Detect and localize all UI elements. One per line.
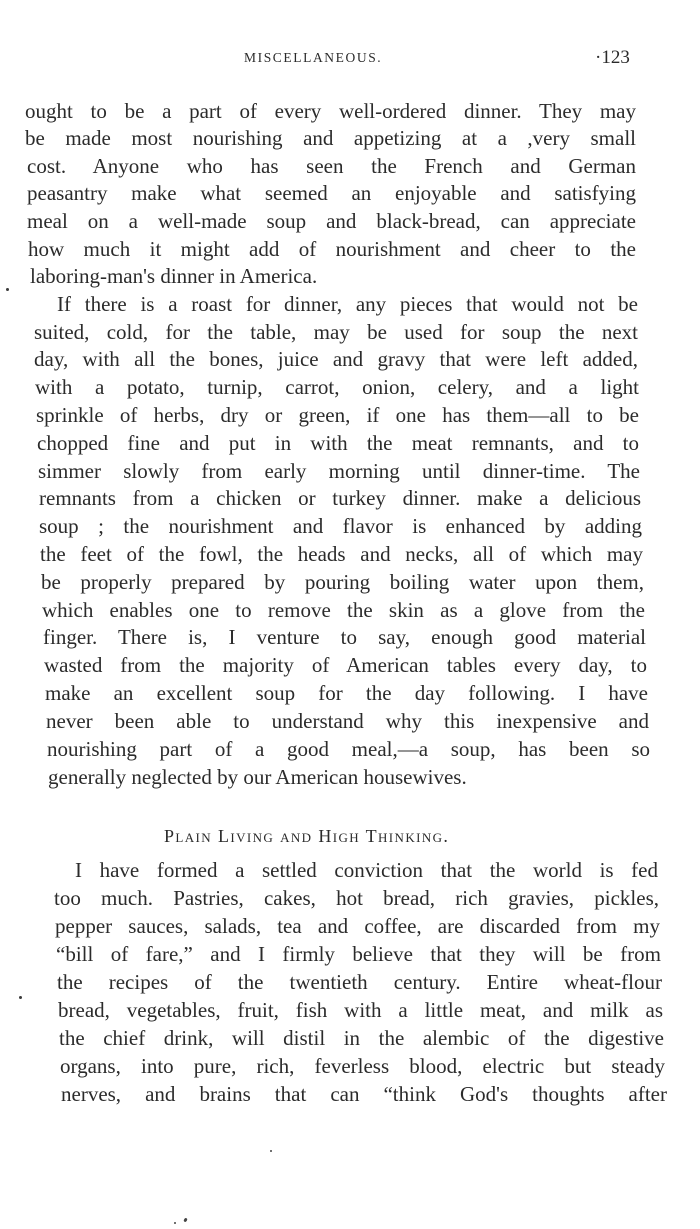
scan-speck (183, 1218, 188, 1223)
text-line: bread, vegetables, fruit, fish with a little meat, and milk as (58, 998, 663, 1022)
text-line: the recipes of the twentieth century. Entire wheat-flour (57, 970, 662, 994)
text-line: never been able to understand why this inexpensive and (46, 709, 649, 733)
text-line: day, with all the bones, juice and gravy that were left added, (34, 347, 638, 371)
margin-mark (19, 996, 22, 999)
text-line: pepper sauces, salads, tea and coffee, are discarded from my (55, 914, 660, 938)
text-line: nourishing part of a good meal,—a soup, has been so (47, 737, 650, 761)
text-line: cost. Anyone who has seen the French and German (27, 154, 636, 178)
text-line: which enables one to remove the skin as a glove from the (42, 598, 645, 622)
page-header (0, 47, 700, 72)
running-head: MISCELLANEOUS. (244, 50, 383, 65)
scan-speck (270, 1150, 272, 1152)
text-line: finger. There is, I venture to say, enough good material (43, 625, 646, 649)
text-line: simmer slowly from early morning until dinner-time. The (38, 459, 640, 483)
margin-mark (6, 288, 9, 291)
text-line: suited, cold, for the table, may be used for soup the next (34, 320, 638, 344)
text-line: nerves, and brains that can “think God's thoughts after (61, 1082, 667, 1106)
text-line: be made most nourishing and appetizing at a ,very small (25, 126, 636, 150)
text-line: sprinkle of herbs, dry or green, if one has them—all to be (36, 403, 639, 427)
text-line: how much it might add of nourishment and cheer to the (28, 237, 636, 261)
text-line: ought to be a part of every well-ordered dinner. They may (25, 99, 636, 123)
text-line: organs, into pure, rich, feverless blood, electric but steady (60, 1054, 665, 1078)
text-line: I have formed a settled conviction that the world is fed (75, 858, 658, 882)
text-line: the chief drink, will distil in the alembic of the digestive (59, 1026, 664, 1050)
text-line: with a potato, turnip, carrot, onion, celery, and a light (35, 375, 639, 399)
text-line: If there is a roast for dinner, any pieces that would not be (57, 292, 638, 316)
text-line: meal on a well-made soup and black-bread, can appreciate (27, 209, 636, 233)
text-line: peasantry make what seemed an enjoyable and satisfying (27, 181, 636, 205)
text-line: the feet of the fowl, the heads and necks, all of which may (40, 542, 643, 566)
text-line: generally neglected by our American housewives. (48, 765, 467, 789)
text-line: make an excellent soup for the day following. I have (45, 681, 648, 705)
text-line: “bill of fare,” and I firmly believe that they will be from (56, 942, 661, 966)
page-number: ·123 (595, 47, 630, 68)
text-line: wasted from the majority of American tables every day, to (44, 653, 647, 677)
text-line: remnants from a chicken or turkey dinner. make a delicious (39, 486, 641, 510)
text-line: too much. Pastries, cakes, hot bread, rich gravies, pickles, (54, 886, 659, 910)
section-heading: Plain Living and High Thinking. (164, 826, 450, 846)
text-line: be properly prepared by pouring boiling water upon them, (41, 570, 644, 594)
scan-speck (174, 1222, 176, 1224)
text-line: chopped fine and put in with the meat remnants, and to (37, 431, 639, 455)
text-line: soup ; the nourishment and flavor is enhanced by adding (39, 514, 642, 538)
text-line: laboring-man's dinner in America. (30, 264, 318, 288)
